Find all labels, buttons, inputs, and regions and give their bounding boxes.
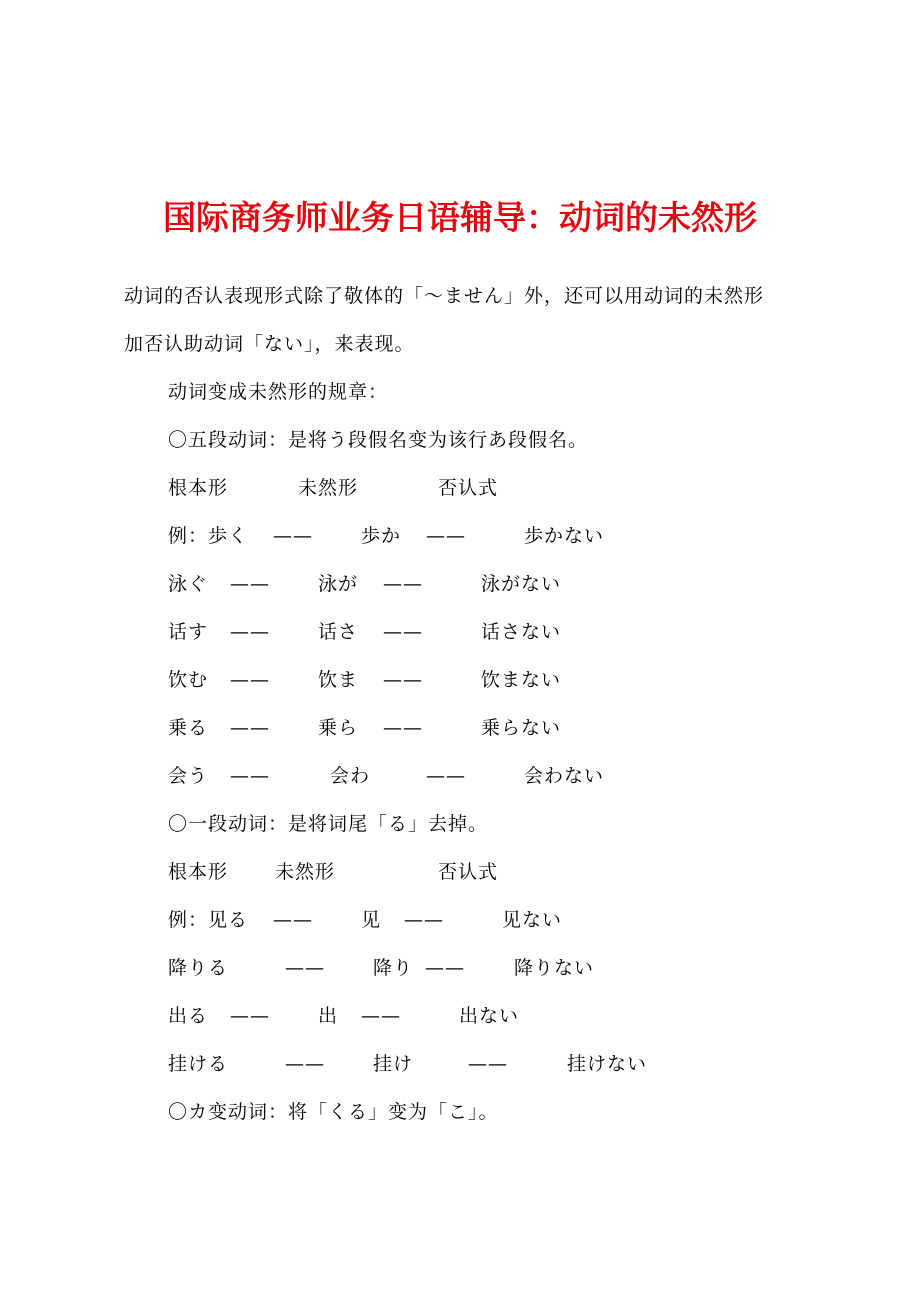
negative-form: 饮まない: [481, 669, 562, 691]
dash: ——: [383, 717, 423, 739]
header-base: 根本形: [168, 477, 229, 499]
dash: ——: [468, 1053, 508, 1075]
negative-form: 话さない: [481, 621, 562, 643]
dash: ——: [230, 573, 270, 595]
dash: ——: [230, 621, 270, 643]
page-title: 国际商务师业务日语辅导：动词的未然形: [163, 198, 757, 237]
negative-form: 乗らない: [481, 717, 562, 739]
header-base: 根本形: [168, 861, 229, 883]
base-form: 会う: [168, 765, 209, 787]
header-stem: 未然形: [275, 861, 336, 883]
intro-line-2: 加否认助动词「ない」，来表现。: [124, 333, 415, 355]
dash: ——: [230, 717, 270, 739]
stem-form: 泳が: [318, 573, 359, 595]
rule-heading: 动词变成未然形的规章：: [168, 381, 389, 403]
negative-form: 泳がない: [481, 573, 562, 595]
negative-form: 出ない: [459, 1005, 520, 1027]
dash: ——: [383, 621, 423, 643]
header-negative: 否认式: [438, 861, 499, 883]
dash: ——: [230, 1005, 270, 1027]
stem-form: 饮ま: [318, 669, 359, 691]
base-form: 乗る: [168, 717, 209, 739]
header-negative: 否认式: [438, 477, 499, 499]
negative-form: 降りない: [514, 957, 595, 979]
negative-form: 见ない: [502, 909, 563, 931]
base-form: 话す: [168, 621, 209, 643]
dash: ——: [383, 669, 423, 691]
dash: ——: [285, 1053, 325, 1075]
base-form: 出る: [168, 1005, 209, 1027]
stem-form: 乗ら: [318, 717, 359, 739]
dash: ——: [383, 573, 423, 595]
dash: ——: [404, 909, 444, 931]
dash: ——: [361, 1005, 401, 1027]
godan-heading: 〇五段动词：是将う段假名变为该行あ段假名。: [168, 429, 589, 451]
dash: ——: [425, 957, 465, 979]
base-form: 挂ける: [168, 1053, 229, 1075]
negative-form: 会わない: [524, 765, 605, 787]
stem-form: 降り: [373, 957, 414, 979]
stem-form: 歩か: [361, 525, 402, 547]
dash: ——: [273, 909, 313, 931]
ichidan-heading: 〇一段动词：是将词尾「る」去掉。: [168, 813, 489, 835]
dash: ——: [426, 765, 466, 787]
dash: ——: [230, 765, 270, 787]
negative-form: 挂けない: [567, 1053, 648, 1075]
base-form: 例：歩く: [168, 525, 249, 547]
dash: ——: [285, 957, 325, 979]
stem-form: 见: [361, 909, 382, 931]
stem-form: 会わ: [330, 765, 371, 787]
dash: ——: [426, 525, 466, 547]
negative-form: 歩かない: [524, 525, 605, 547]
dash: ——: [230, 669, 270, 691]
base-form: 饮む: [168, 669, 209, 691]
base-form: 泳ぐ: [168, 573, 209, 595]
kahen-heading: 〇カ变动词：将「くる」变为「こ」。: [168, 1101, 499, 1123]
stem-form: 出: [318, 1005, 339, 1027]
dash: ——: [273, 525, 313, 547]
base-form: 例：见る: [168, 909, 249, 931]
stem-form: 挂け: [373, 1053, 414, 1075]
base-form: 降りる: [168, 957, 229, 979]
header-stem: 未然形: [298, 477, 359, 499]
intro-line-1: 动词的否认表现形式除了敬体的「～ません」外，还可以用动词的未然形: [124, 285, 765, 307]
stem-form: 话さ: [318, 621, 359, 643]
